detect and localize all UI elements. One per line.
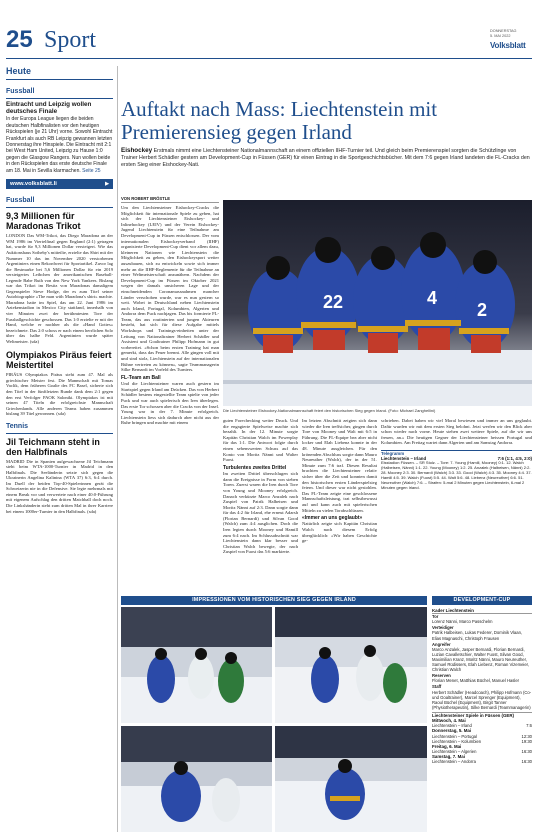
article-col-3-text: Im letzten Abschnitt zeigten sich dann wieder die Iren treffsicher, gingen durch Tore von Mooney und Walt mit 6:5 in Führung. Die FL-Equipe bea aber nicht locker und Elah Liebenz konnte in der 48. Minute ausgleichen. Für den krönenden Abschluss sorgte dann Mauro Neureuther (Walch), der in der 51. Minute zum 7:6 traf. Diesen Resultat brachten die Liechtensteiner relativ sicher über die Zeit und konnten damit den historischen ersten Länderspielsieg feiern. Und dieser war nicht gestohlen. Das FL-Team zeigte eine geschlossene Mannschaftsleistung, trat selbstbewusst auf und kann auch mit spielerischen Mitteln zu vielen Torabschlüssen. (302, 418, 377, 513)
schedule-day: Samstag, 7. Mai (432, 754, 465, 760)
schedule-game (432, 759, 532, 764)
svg-text:4: 4 (427, 288, 438, 308)
kader-verteidiger (432, 625, 532, 640)
subhead-1: FL-Team am Ball (121, 374, 161, 381)
article-col-2b-text: Im zweiten Drittel überschlugen sich dann die Ereignisse in Form von sieben Toren. Zuerst waren die Iren durch Tore von Young und Mooney erfolgreich. Danach verkürzte Marco Anzalek nach Zuspiel von Patrik Halbeisen und Moritz Nänni auf 2:3. Dann sorgte dann für das 4:2 für Irland, ehe erneut Adarsh (Florian Bernardi) und Silvan Good (Walch) zum 4:4 ausglichen. Doch die Iren legten durch Mooney und Hamill zum 6:4 nach. Im Schlussabschnitt war Liechtenstein dann klar besser und Christian Walch bewegte, der nach Zuspiel von Fuost das 5:6 markierte. (223, 471, 298, 555)
kader-tor-label: Tor (432, 614, 439, 620)
date-line-1: DONNERSTAG (490, 29, 517, 33)
left-body-1 (6, 116, 113, 174)
schedule-day: Donnerstag, 5. Mai (432, 728, 472, 734)
left-body-1-more[interactable]: Seite 25 (82, 167, 101, 174)
impressionen-band: IMPRESSIONEN VOM HISTORISCHEN SIEG GEGEN IRLAND (121, 596, 427, 605)
left-body-3: PIRÄUS Olympiakos Piräus steht zum 47. Mal als griechischer Meister fest. Die Mannschaft mit Tomas Vaclik, dem früheren Goalie des FC Basel, sicherte sich den Titel in der fünftletzten Runde dank dem 2:1 gegen den erst Verfolger PAOK Saloniki. Olympiakos ist mit seinen 47 Titeln die erfolgreichste Mannschaft Griechenlands. Alle anderen Teams haben zusammen bislang 39 Titel gewonnen. (sda) (6, 372, 113, 417)
impression-photo-4-svg (275, 726, 427, 832)
article-col-3b-text: Natürlich zeigte sich Kapitän Christian Walch nach diesem Erfolg überglücklich: «Wir haben Geschichte ge- (302, 521, 377, 544)
impression-photo-1 (121, 607, 272, 723)
schedule-game-pair: Liechtenstein – Algerien (432, 748, 477, 754)
page-number: 25 (6, 26, 33, 53)
article-col-1b-text: Und die Liechtensteiner waren auch gestern im Startspiel gegen Irland am Drücken. Das von Herbert Schädler bestens eingestellte Team spielte von jeder Puck und war auch spielerisch den Iren überlegen. Das erste Tor schossen aber die Cracks von der Insel. Young war in der 7. Minute erfolgreich. Liechtenstein liess sich dadurch aber nicht aus der Ruhe bringen und machte mit einem (121, 381, 219, 426)
kader-reserve (432, 673, 532, 683)
team-photo (223, 200, 532, 406)
article-col-2-text: guten Forechecking weiter Druck. Und die engagierte Spielweise machte sich bezahlt. In der 12. Minute sorgte Kapitän Christian Walch im Powerplay für das 1:1. Die Antwort folgte durch einen sehenswerten Schuss auf das Konto von Moritz Nänni und Walter Fuost. (223, 418, 298, 463)
kader-verteidiger-label: Verteidiger (432, 625, 454, 631)
web-link-label: www.volksblatt.li (10, 180, 57, 187)
left-headline-4: Jil Teichmann steht in den Halbfinals (6, 436, 100, 457)
article-col-1 (121, 205, 219, 426)
kader-title: Kader Liechtenstein (432, 608, 532, 614)
left-body-2: LONDON Das WM-Trikot, das Diego Maradona an der WM 1986 im Viertelfinal gegen England (2:1) getragen hat, wurde für 9,3 Millionen Dollar versteigert. Wie das Auktionshaus Sotheby's mitteilte, erzielte das Shirt mit der Nummer 10 das im November 2020 verstorbenen Argentiniers einen Rekordwert für Sportartikel. Zuvor lag die Bestmarke bei 5,6 Millionen Dollar für ein 2019 versteigertes Leibchen der amerikanischen Baseball-Legende Babe Ruth von den New York Yankees. Bislang war das Trikot im Besitz von Maradonas damaligem Gegenspieler Steve Hodge, der es zum Titel seiner Autobiographie «The man with Maradona's shirt» machte. Maradona hatte im Spiel, das am 22. Juni 1986 im Aztekenstadion in Mexico City stattfand, innerhalb von vier Minuten zwei der berühmtesten Tore der Fussballgeschichte geschossen. Das 1:0 erzielte er mit der Hand, welche er nachher als die «Hand Gottes» bezeichnete. Das 2:0 schoss er nach einem herrlichen Solo über das halbe Feld. Argentinien wurde später Weltmeister. (sda) (6, 233, 113, 344)
kader-staff (432, 684, 532, 709)
brand-logo: Volksblatt (490, 41, 526, 50)
left-section-tennis: Tennis (6, 423, 113, 434)
schedule-game-pair: Liechtenstein – Irland (432, 723, 472, 729)
section-title: Sport (44, 27, 97, 53)
main-headline: Auftakt nach Mass: Liechtenstein mit Premierensieg gegen Irland (121, 97, 438, 144)
left-column-divider (117, 66, 118, 832)
left-headline-2: 9,3 Millionen für Maradonas Trikot (6, 211, 81, 232)
kader-staff-text: Herbert Schädler (Headcoach), Philipp Hofmann (Co- und Goaltrainer), Marcel Sprenger (Equipment), Raoul Büchel (Equipment), Birgit Tanner (Physiotherapeutin), Silke Bernardi (Teammanagerin) (432, 689, 532, 710)
impression-photo-2-svg (275, 607, 427, 723)
impression-photo-3-svg (121, 726, 272, 832)
kader-angreifer-label: Angreifer (432, 641, 451, 647)
schedule-day: Freitag, 6. Mai (432, 743, 462, 749)
main-lead-text: Erstmals nimmt eine Liechtensteiner Nationalmannschaft an einem offiziellen IIHF-Turnier teil. Und gleich beim Premierenspiel sorgten die Schützlinge von Trainer Herbert Schädler gestern am Development-Cup in Füssen (GER) für einen Eintrag in die Sportgeschichtsbücher. Mit dem 7:6 gegen Irland landeten die FL-Cracks den ersten Sieg einer Eishockey-Nati. (121, 148, 530, 168)
main-kicker: Eishockey (121, 147, 153, 154)
svg-text:22: 22 (323, 292, 344, 312)
photo-caption: Die Liechtensteiner Eishockey-Nationalmannschaft feiert den historischen Sieg gegen Irland. (Foto: Michael Zanghellini) (223, 408, 436, 413)
schedule-game-result: 12:30 (521, 733, 532, 739)
telegram-text: Eisstadion Füssen. – SR Stolz. – Tore: 7. Young (Hamill, Mooney) 0:1. 12. Walch (Halbeisen, Nänni) 1:1. 22. Young (Mooney) 1:2. 25. Anzalek (Halbeisen, Nänni) 2:2. 28. Mooney 2:3. 30. Bernardi (Walch) 3:3. 33. Good (Walch) 4:3. 35. Mooney 4:4. 37. Hamill 4:5. 39. Walch (Fuost) 5:5. 44. Walt 5:6. 48. Liebenz (Neureuther) 6:6. 51. Neureuther (Walch) 7:6. – Strafen: 5-mal 2 Minuten gegen Liechtenstein, 6-mal 2 Minuten gegen Irland. (381, 460, 532, 490)
left-column (6, 66, 113, 514)
heute-label: Heute (6, 66, 113, 80)
telegram-box (381, 450, 532, 491)
spiele-title: Liechtensteiner Spiele in Füssen (GER) (432, 712, 532, 718)
article-col-2 (223, 418, 298, 555)
kader-tor-text: Lorenz Nänni, Marco Passchelm (432, 619, 493, 625)
kader-reserve-label: Reserven (432, 673, 451, 679)
web-link[interactable] (6, 179, 113, 189)
subhead-2: Turbulentes zweites Drittel (223, 464, 287, 471)
left-headline-3: Olympiakos Piräus feiert Meistertitel (6, 350, 112, 371)
article-col-4 (381, 418, 532, 491)
team-photo-svg (223, 200, 532, 406)
impression-photo-2 (275, 607, 427, 723)
byline: VON ROBERT BRÖSTLE (121, 196, 219, 203)
arrow-right-icon: ▶ (105, 181, 109, 188)
subhead-3: «Immer an uns geglaubt» (302, 515, 363, 522)
schedule-game-pair: Liechtenstein – Portugal (432, 733, 477, 739)
schedule-game-result: 19:30 (521, 738, 532, 744)
spiele-list (432, 718, 532, 764)
impression-photo-4 (275, 726, 427, 832)
date-line-2: 5. MAI 2022 (490, 34, 511, 38)
telegram-title: Telegramm (381, 450, 405, 456)
schedule-game-result: 7:6 (526, 723, 532, 729)
impression-photo-1-svg (121, 607, 272, 723)
schedule-game-pair: Liechtenstein – Kolumbien (432, 738, 482, 744)
kader-tor (432, 614, 532, 624)
kader-verteidiger-text: Patrik Halbeisen, Lukas Federer, Dominik Vlaan, Elias Magnaschi, Christoph Frausen (432, 630, 523, 641)
article-col-4-text: schrieben. Dabei haben wir viel Moral bewiesen und immer an uns geglaubt. Dafür wurden wir mit dem ersten Sieg belohnt. Jetzt werfen wir den Blick aber schon wieder nach vorne. Heute stehen zwei weitere Spiele, auf die wir uns freuen, an.» Die heutigen Gegner der Liechtensteiner heissen Portugal und Kolumbien. Am Freitag wartet dann Algerien und am Samstag Andorra. (381, 418, 532, 446)
svg-text:2: 2 (477, 300, 488, 320)
telegram-match-score: 7:6 (1:1, 4:5, 2:0) (497, 456, 532, 462)
left-body-4: MADRID Die in Spanien aufgewachsene Jil Teichmann steht beim WTA-1000-Turnier in Madrid in den Halbfinals. Die Seeländerin setzte sich gegen die Ukrainerin Angelina Kalinina (WTA 37) 6:3, 6:4 durch. Im Duell der beiden Top-40-Spielerinnen gerät die Schweizerin nie in die Defensive. Sie legte mehrmals mit einem Break vor und verwertete nach einer 40:0-Führung mit eigenem Aufschlag den dritten Matchball doch noch. Die Linkshänderin steht zum dritten Mal in ihrer Karriere bei einem 1000er-Turnier in den Halbfinals. (sda) (6, 458, 113, 514)
main-lead (121, 148, 531, 168)
left-section-fussball-1: Fussball (6, 88, 113, 99)
left-body-1-text: In der Europa League liegen die beiden deutschen Halbfinalisten vor den heutigen Rückspielen (je 21 Uhr) vorne. Sowohl Eintracht Frankfurt als auch RB Leipzig gewannen letzten Donnerstag ihre Hinspiele. Die Eintracht mit 2:1 bei West Ham United, Leipzig zu Hause 1:0 gegen die Glasgow Rangers. Nun wollen beide in den Rückspielen das erste deutsche Finale am 18. Mai in Sevilla klarmachen. (6, 116, 113, 174)
left-section-fussball-2: Fussball (6, 197, 113, 208)
schedule-day: Mittwoch, 4. Mai (432, 718, 466, 724)
left-headline-1: Eintracht und Leipzig wollen deutsches Finale (6, 100, 92, 116)
development-cup-band: DEVELOPMENT-CUP (432, 596, 532, 605)
kader-angreifer (432, 642, 532, 673)
development-cup-box (432, 608, 532, 764)
kader-reserve-text: Florian Menet, Matthias Büchel, Manuel Hasler (432, 678, 520, 684)
header-rule (6, 58, 532, 59)
kader-angreifer-text: Marco Anzalek, Jasper Bernardi, Florian Bernardi, Luzian Cavalletschier, Walter Fuost, Silvan Good, Maximilian Kranz, Moritz Nänni, Mauro Neureuther, Samuel Rüdissers, Elah Liebenz, Roman Vizemeier, Christian Walch (432, 646, 529, 673)
schedule-game-result: 16:30 (521, 748, 532, 754)
article-col-1-text: Um den Liechtensteiner Eishockey-Cracks die Möglichkeit für internationale Spiele zu geben, hat sich der Liechtensteiner Eishockey- und Inlinehockey (LEIV) und der Verein Eishockey-Jugend Liechtenstein für eine Teilnahme am Development-Cup in Füssen entschlossen. Der vom internationalen Eishockeyverband (IIHF) organisierte Development-Cup dient vor allem dazu, kleineren Nationen wie Liechtenstein die Möglichkeit zu geben, den Eishockeysport weiter auszubauen, sich zu entwickeln sowie sich immer mehr an die IIHF-Reglemente für die Teilnahme an einer Weltmeisterschaft anzunähern. Nachdem der Development-Cup im Füssen im Oktober 2021 wegen der damals unsicheren Lage und der einschneidenden Coronamassnahmen mancher Länder verschoben wurde, war es nun gestern so weit. Wobei in Deutschland neben Liechtenstein auch Irland, Portugal, Kolumbien, Algerien und Andorra dem Puck nachjagen. Das bis formierte FL-Team, das aus routinierten und jungen Akteuren besteht, hat sich für diese Aufgabe mittels Workshops und Trainings-einheiten unter der Leitung von Nationaltrainer Herbert Schädler und Assistent und Goaltrainer Philipp Hofmann in gut vorbereitet. «Schon beim ersten Training hat man gemerkt, dass das Feuer brennt. Alle gingen voll mit und sind stolz, Liechtenstein auf der internationalen Bühne vertreten zu können», sagte Teammanagerin Silke Bernardi im Vorfeld des Turniers. (121, 205, 219, 373)
impression-photo-3 (121, 726, 272, 832)
schedule-game-pair: Liechtenstein – Andorra (432, 759, 476, 765)
article-col-3 (302, 418, 377, 544)
telegram-match-teams: Liechtenstein – Irland (381, 456, 427, 462)
schedule-game-result: 16:30 (521, 759, 532, 765)
kader-staff-label: Staff (432, 684, 442, 690)
